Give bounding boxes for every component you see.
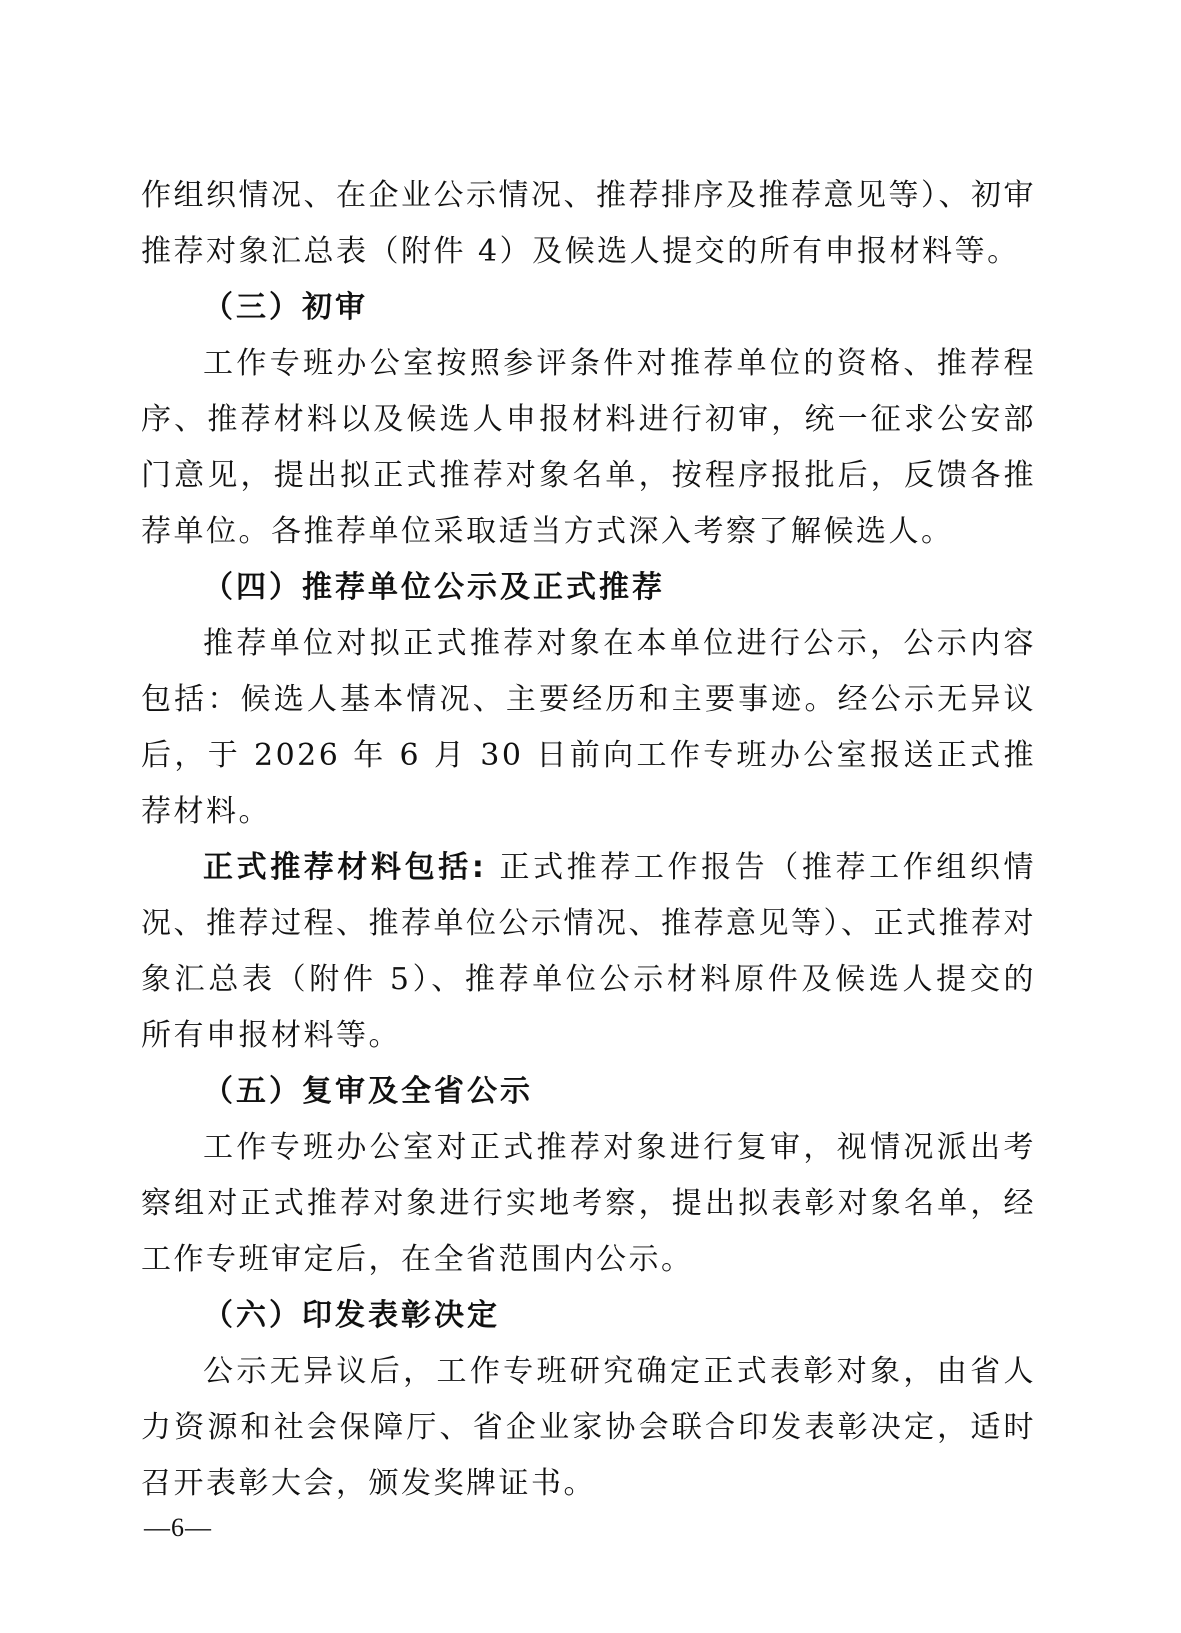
page-number: —6— (144, 1513, 212, 1542)
paragraph-continuation: 作组织情况、在企业公示情况、推荐排序及推荐意见等）、初审推荐对象汇总表（附件 4）及候选人提交的所有申报材料等。 (141, 178, 1036, 269)
paragraph-publicity: 推荐单位对拟正式推荐对象在本单位进行公示，公示内容包括：候选人基本情况、主要经历和主要事迹。经公示无异议后，于 2026 年 6 月 30 日前向工作专班办公室报送正式推荐材料。 (141, 626, 1036, 829)
section-heading-5: （五）复审及全省公示 (203, 1074, 533, 1109)
section-heading-4: （四）推荐单位公示及正式推荐 (203, 570, 665, 605)
section-heading-3: （三）初审 (203, 290, 368, 325)
paragraph-re-review: 工作专班办公室对正式推荐对象进行复审，视情况派出考察组对正式推荐对象进行实地考察，提出拟表彰对象名单，经工作专班审定后，在全省范围内公示。 (141, 1130, 1036, 1277)
bold-lead-text: 正式推荐材料包括: (203, 850, 487, 885)
paragraph-initial-review: 工作专班办公室按照参评条件对推荐单位的资格、推荐程序、推荐材料以及候选人申报材料进行初审，统一征求公安部门意见，提出拟正式推荐对象名单，按程序报批后，反馈各推荐单位。各推荐单位采取适当方式深入考察了解候选人。 (141, 346, 1036, 549)
paragraph-commendation: 公示无异议后，工作专班研究确定正式表彰对象，由省人力资源和社会保障厅、省企业家协会联合印发表彰决定，适时召开表彰大会，颁发奖牌证书。 (141, 1354, 1036, 1501)
document-body (141, 168, 1036, 1512)
paragraph-formal-materials-body: 正式推荐工作报告（推荐工作组织情况、推荐过程、推荐单位公示情况、推荐意见等）、正式推荐对象汇总表（附件 5）、推荐单位公示材料原件及候选人提交的所有申报材料等。 (141, 850, 1036, 1053)
section-heading-6: （六）印发表彰决定 (203, 1298, 500, 1333)
paragraph-formal-materials (141, 840, 1036, 1064)
